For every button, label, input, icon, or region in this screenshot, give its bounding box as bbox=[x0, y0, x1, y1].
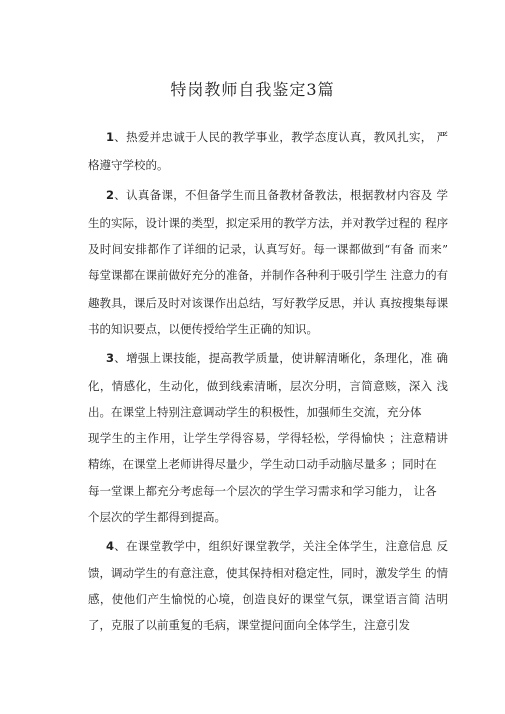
paragraph-3-line-2: 化，情感化，生动化，做到线索清晰，层次分明，言简意赅，深入 浅 bbox=[88, 379, 448, 393]
paragraph-2-line-1: 2、认真备课，不但备学生而且备教材备教法，根据教材内容及 学 bbox=[106, 188, 448, 202]
paragraph-2-line-5: 趣教具，课后及时对该课作出总结，写好教学反思，并认 真按搜集每课 bbox=[88, 296, 449, 310]
paragraph-3-number: 3 bbox=[106, 351, 115, 365]
paragraph-3-line-4: 现学生的主作用，让学生学得容易，学得轻松，学得愉快 ；注意精讲 bbox=[88, 431, 448, 445]
paragraph-3-line-1: 3、增强上课技能，提高教学质量，使讲解清晰化，条理化，准 确 bbox=[106, 351, 448, 365]
paragraph-3-line-5: 精练，在课堂上老师讲得尽量少，学生动口动手动脑尽量多 ；同时在 bbox=[88, 457, 437, 471]
paragraph-1-line-1: 1、热爱并忠诚于人民的教学事业，教学态度认真，教风扎实， 严 bbox=[106, 130, 448, 144]
paragraph-2-number: 2 bbox=[106, 188, 115, 202]
paragraph-4-line-3: 感，使他们产生愉悦的心境，创造良好的课堂气氛，课堂语言简 洁明 bbox=[88, 592, 448, 606]
paragraph-2-line-2: 生的实际，设计课的类型，拟定采用的教学方法，并对教学过程的 程序 bbox=[88, 216, 449, 230]
paragraph-4-line-1: 4、在课堂教学中，组织好课堂教学，关注全体学生，注意信息 反 bbox=[106, 539, 448, 553]
paragraph-1-line-2: 格遵守学校的。 bbox=[88, 158, 169, 172]
paragraph-2-line-4: 每堂课都在课前做好充分的准备，并制作各种利于吸引学生 注意力的有 bbox=[88, 268, 449, 282]
paragraph-4-line-4: 了，克服了以前重复的毛病，课堂提问面向全体学生，注意引发 bbox=[88, 618, 410, 632]
paragraph-4-number: 4 bbox=[106, 539, 115, 553]
paragraph-3-line-7: 个层次的学生都得到提高。 bbox=[88, 510, 226, 524]
document-title: 特岗教师自我鉴定3篇 bbox=[170, 80, 335, 99]
paragraph-2-line-6: 书的知识要点，以便传授给学生正确的知识。 bbox=[88, 322, 318, 336]
paragraph-1-number: 1 bbox=[106, 130, 115, 144]
paragraph-2-line-3: 及时间安排都作了详细的记录，认真写好。每一课都做到“有备 而来” bbox=[88, 242, 448, 256]
paragraph-3-line-6: 每一堂课上都充分考虑每一个层次的学生学习需求和学习能力， 让各 bbox=[88, 484, 437, 498]
paragraph-3-line-3: 出。在课堂上特别注意调动学生的积极性，加强师生交流，充分体 bbox=[88, 405, 422, 419]
paragraph-4-line-2: 馈，调动学生的有意注意，使其保持相对稳定性，同时，激发学生 的情 bbox=[88, 566, 449, 580]
